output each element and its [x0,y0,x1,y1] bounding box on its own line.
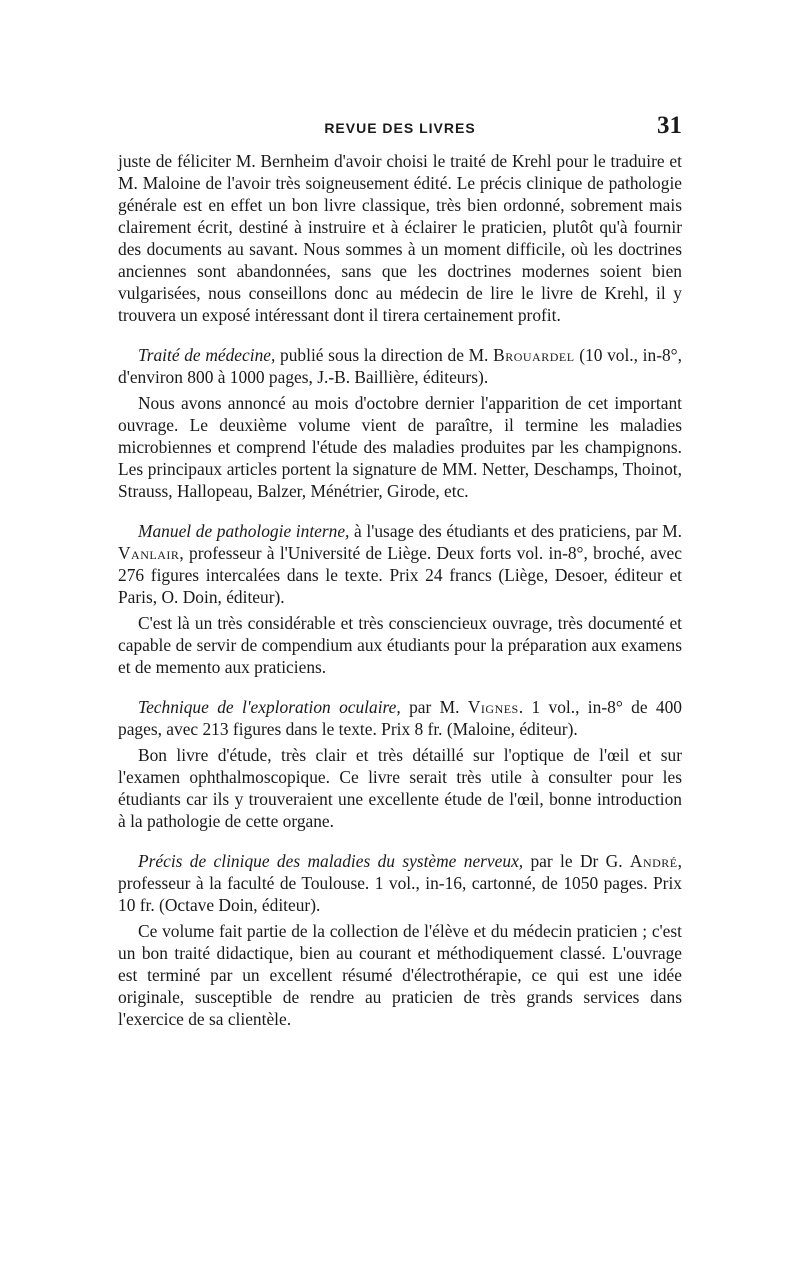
entry-details: . 1 vol., in-8° de 400 pages, avec 213 figures dans le texte. Prix 8 fr. (Maloine, éditeur). [118,697,682,739]
page-header [118,112,682,142]
entry-details: , professeur à la faculté de Toulouse. 1 vol., in-16, cartonné, de 1050 pages. Prix 10 fr. (Octave Doin, éditeur). [118,851,682,915]
page-number: 31 [657,112,682,139]
entry-details: (10 vol., in-8°, d'environ 800 à 1000 pages, J.-B. Baillière, éditeurs). [118,345,682,387]
intro-paragraph: juste de féliciter M. Bernheim d'avoir choisi le traité de Krehl pour le traduire et M. Maloine de l'avoir très soigneusement édité. Le précis clinique de pathologie générale est en effet un bon livre classique, très bien ordonné, sobrement mais clairement écrit, destiné à instruire et à éclairer le praticien, plutôt qu'à fournir des documents au savant. Nous sommes à un moment difficile, où les doctrines anciennes sont abandonnées, sans que les doctrines modernes soient bien vulgarisées, nous conseillons donc au médecin de lire le livre de Krehl, il y trouvera un exposé intéressant dont il tirera certainement profit. [118,151,682,325]
book-entry-heading [118,696,682,740]
running-title: REVUE DES LIVRES [324,120,476,136]
entry-details: , professeur à l'Université de Liège. Deux forts vol. in-8°, broché, avec 276 figures intercalées dans le texte. Prix 24 francs (Liège, Desoer, éditeur et Paris, O. Doin, éditeur). [118,543,682,607]
book-title: Manuel de pathologie interne, [138,521,350,541]
author-name: Brouardel [493,345,575,365]
book-review: C'est là un très considérable et très consciencieux ouvrage, très documenté et capable de servir de compendium aux étudiants pour la préparation aux examens et de memento aux praticiens. [118,613,682,677]
book-entry-heading [118,850,682,916]
book-title: Traité de médecine, [138,345,276,365]
book-entry-heading [118,344,682,388]
book-title: Technique de l'exploration oculaire, [138,697,401,717]
author-name: Vignes [467,697,519,717]
book-title: Précis de clinique des maladies du système nerveux, [138,851,524,871]
book-review: Bon livre d'étude, très clair et très détaillé sur l'optique de l'œil et sur l'examen ophthalmoscopique. Ce livre serait très utile à consulter pour les étudiants car ils y trouveraient une excellente étude de l'œil, bonne introduction à la pathologie de cette organe. [118,745,682,831]
entry-pre-author: à l'usage des étudiants et des praticiens, par M. [349,521,683,541]
book-entry-heading [118,520,682,608]
entry-pre-author: publié sous la direction de M. [275,345,494,365]
entry-pre-author: par le Dr G. [523,851,630,871]
author-name: Vanlair [118,543,180,563]
author-name: André [629,851,678,871]
book-review: Ce volume fait partie de la collection de l'élève et du médecin praticien ; c'est un bon traité didactique, bien au courant et méthodiquement classé. L'ouvrage est terminé par un excellent résumé d'électrothérapie, ce qui est une idée originale, susceptible de rendre au praticien de très grands services dans l'exercice de sa clientèle. [118,921,682,1029]
book-review: Nous avons annoncé au mois d'octobre dernier l'apparition de cet important ouvrage. Le deuxième volume vient de paraître, il termine les maladies microbiennes et comprend l'étude des maladies produites par les champignons. Les principaux articles portent la signature de MM. Netter, Deschamps, Thoinot, Strauss, Hallopeau, Balzer, Ménétrier, Girode, etc. [118,393,682,501]
body-text [118,150,682,1030]
entry-pre-author: par M. [400,697,468,717]
